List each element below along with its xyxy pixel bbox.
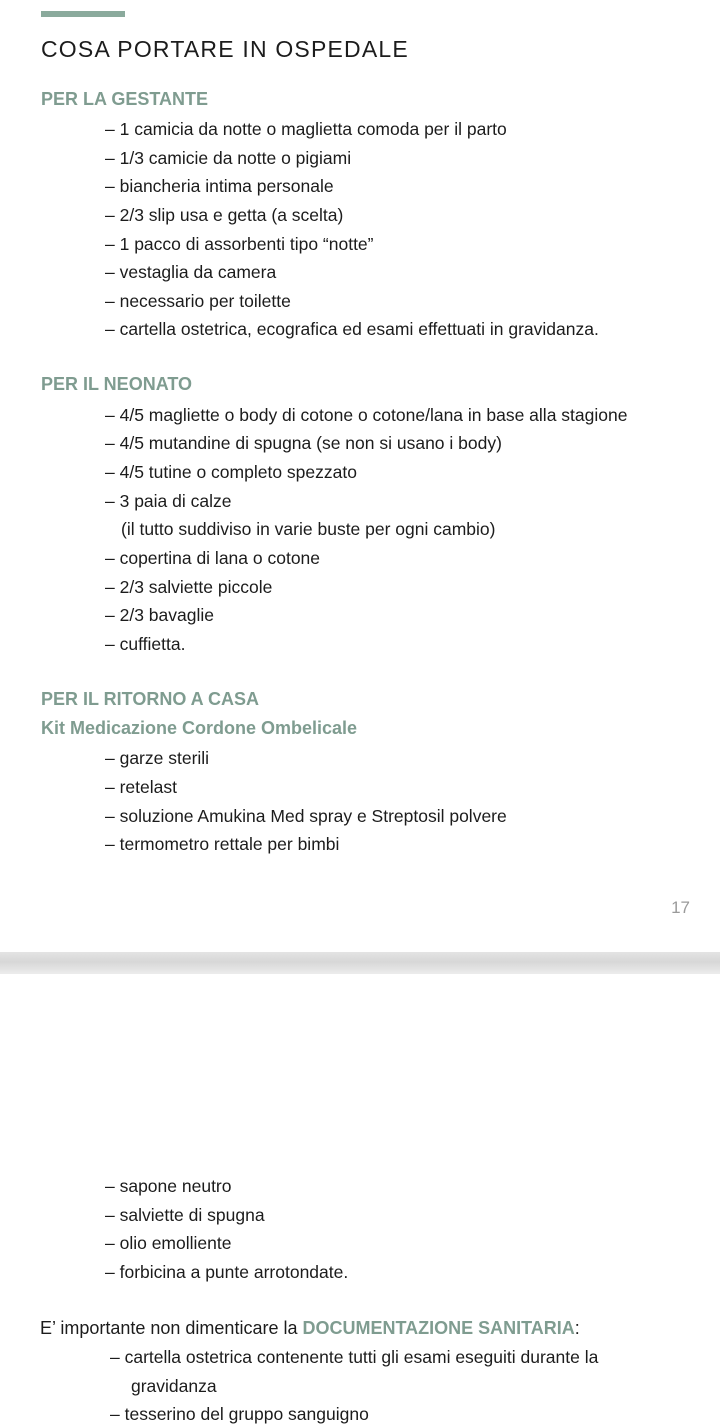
list-item: – copertina di lana o cotone [105, 548, 321, 568]
list-item: – 4/5 tutine o completo spezzato [105, 462, 357, 482]
list-item: – necessario per toilette [105, 291, 291, 311]
list-item: – 1/3 camicie da notte o pigiami [105, 148, 352, 168]
list-item: – 2/3 slip usa e getta (a scelta) [105, 205, 344, 225]
page-number: 17 [671, 898, 690, 917]
list-item: – termometro rettale per bimbi [105, 834, 340, 854]
section-heading-ritorno-a-casa: PER IL RITORNO A CASA [41, 689, 260, 709]
documentation-item: – cartella ostetrica contenente tutti gli esami eseguiti durante la [110, 1347, 599, 1367]
list-item: – sapone neutro [105, 1176, 232, 1196]
accent-bar [41, 11, 125, 17]
list-item: – soluzione Amukina Med spray e Streptosil polvere [105, 806, 507, 826]
list-item: – 2/3 salviette piccole [105, 577, 273, 597]
documentation-intro [40, 1318, 580, 1339]
section-subheading-kit: Kit Medicazione Cordone Ombelicale [41, 718, 358, 738]
list-item: – salviette di spugna [105, 1205, 265, 1225]
list-item: – 4/5 magliette o body di cotone o cotone/lana in base alla stagione [105, 405, 628, 425]
list-item: – cuffietta. [105, 634, 186, 654]
list-item: – 1 camicia da notte o maglietta comoda per il parto [105, 119, 507, 139]
list-item: – vestaglia da camera [105, 262, 277, 282]
list-item: – forbicina a punte arrotondate. [105, 1262, 349, 1282]
list-note: (il tutto suddiviso in varie buste per ogni cambio) [121, 519, 496, 539]
list-item: – 2/3 bavaglie [105, 605, 214, 625]
intro-text: E’ importante non dimenticare la [40, 1318, 303, 1338]
documentation-item-continuation: gravidanza [131, 1376, 217, 1396]
page-separator [0, 952, 720, 974]
list-item: – 4/5 mutandine di spugna (se non si usano i body) [105, 433, 502, 453]
list-item: – 3 paia di calze [105, 491, 232, 511]
page-title: COSA PORTARE IN OSPEDALE [41, 36, 409, 62]
list-item: – retelast [105, 777, 177, 797]
list-item: – olio emolliente [105, 1233, 232, 1253]
list-item: – 1 pacco di assorbenti tipo “notte” [105, 234, 374, 254]
documentation-item: – tesserino del gruppo sanguigno [110, 1404, 369, 1424]
list-item: – garze sterili [105, 748, 210, 768]
section-heading-neonato: PER IL NEONATO [41, 374, 193, 394]
intro-highlight: DOCUMENTAZIONE SANITARIA [302, 1318, 575, 1338]
intro-suffix: : [574, 1318, 580, 1338]
list-item: – biancheria intima personale [105, 176, 334, 196]
list-item: – cartella ostetrica, ecografica ed esami effettuati in gravidanza. [105, 319, 599, 339]
section-heading-gestante: PER LA GESTANTE [41, 89, 209, 109]
